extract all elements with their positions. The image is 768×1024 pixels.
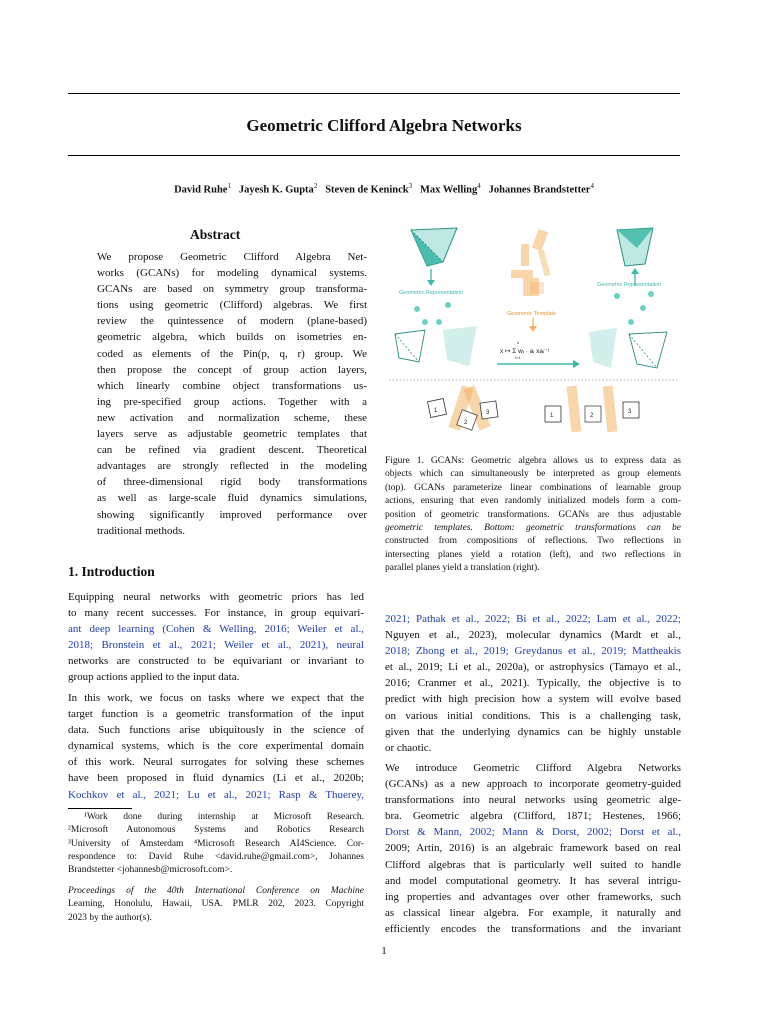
formula-sum-top: n [517,340,520,345]
text-line: to many recent successes. For instance, in group equivari- [68,607,364,620]
author-name: Max Welling [419,184,478,196]
caption-line: position of geometric transformations. GCANs are thus adjustable [385,509,681,520]
arrowhead-icon [529,326,537,332]
caption-line: Figure 1. GCANs: Geometric algebra allows us to express data as [385,456,681,466]
caption-line: geometric templates. Bottom: geometric transformations can be [385,523,681,534]
author-affiliation: 4 [477,182,481,190]
proceedings-line: Proceedings of the 40th International Conference on Machine [68,886,364,896]
text-line: efficiently encodes the transformations and the invariant [385,922,681,935]
right-paragraph-1 [385,611,681,756]
figure-1-graphic [385,222,681,444]
author-affiliation: 1 [227,182,231,190]
plane-mid-left [443,326,477,366]
text-line: Kochkov et al., 2021; Lu et al., 2021; Rasp & Thuerey, [68,788,364,801]
orange-template [511,229,551,296]
text-line: group actions applied to the input data. [68,671,240,684]
tetrahedron-mid-right [629,332,667,368]
abstract-line: as well as large-scale fluid dynamics simulations, [97,492,367,505]
text-line: predict with high precision how a system will evolve based [385,693,681,706]
text-line: In this work, we focus on tasks where we expect that the [68,692,364,704]
text-line: and model computational geometry. It has several intrigu- [385,874,681,887]
text-line: networks are constructed to be equivariant or invariant to [68,655,364,668]
text-line: transformations into neural networks using geometric alge- [385,794,681,807]
caption-line: actions, ensuring that even randomly initialized models form a com- [385,496,681,507]
dot [414,306,420,312]
abstract-line: of three-dimensional rigid body transformations [97,476,367,489]
tetrahedron-mid-left [395,330,425,362]
text-line: We introduce Geometric Clifford Algebra Networks [385,762,681,774]
text-line: or chaotic. [385,741,432,754]
reflection-translation [545,386,639,433]
abstract-line: ing pre-specified group actions. Together with a [97,395,367,408]
box-label: 3 [486,410,490,416]
dot [422,319,428,325]
author-name: David Ruhe [174,184,228,196]
footnote [68,811,364,877]
text-line: Nguyen et al., 2023), molecular dynamics (Mardt et al., [385,629,681,642]
caption-line: constructed from compositions of reflections. Two reflections in [385,536,681,547]
abstract-line: can be refined via gradient descent. Theoretical [97,444,367,457]
text-line: given that the underlying dynamics can be highly unstable [385,725,681,738]
author-list [0,182,768,196]
arrowhead-icon [573,360,580,368]
proceedings-note [68,885,364,925]
title-rule [68,155,680,156]
text-line: 2016; Cranmer et al., 2021). Typically, the objective is to [385,677,681,690]
text-line: dynamical systems, which is the core experimental domain [68,740,364,753]
proceedings-line: 2023 by the author(s). [68,912,152,923]
box-label: 2 [464,420,468,426]
text-line: Clifford algebras that is particularly well suited to handle [385,858,681,871]
abstract-body [97,249,367,539]
caption-line: parallel planes yield a translation (right). [385,563,540,574]
dot [648,291,654,297]
footnote-line: ³University of Amsterdam ⁴Microsoft Research AI4Science. Cor- [68,838,364,849]
formula-sum-bottom: i=1 [515,355,521,360]
text-line: 2021; Pathak et al., 2022; Bi et al., 2022; Lam et al., 2022; [385,613,681,625]
text-line: target function is a geometric transformation of the input [68,708,364,721]
dot [614,293,620,299]
footnote-line: ²Microsoft Autonomous Systems and Robotics Research [68,825,364,836]
author-name: Steven de Keninck [325,184,409,196]
text-line: of this work. Neural surrogates for solving these schemes [68,756,364,769]
abstract-heading: Abstract [190,227,241,242]
text-line: data. Such functions arise ubiquitously in the science of [68,724,364,737]
author-name: Johannes Brandstetter [488,184,591,196]
caption-line: intersecting planes yield a rotation (left), and two reflections in [385,549,681,560]
dot [436,319,442,325]
author-name: Jayesh K. Gupta [238,184,314,196]
footnote-line: respondence to: David Ruhe <david.ruhe@gmail.com>, Johannes [68,851,364,862]
plane-mid-right [589,328,617,368]
text-line: bra. Geometric algebra (Clifford, 1871; Hestenes, 1966; [385,810,681,823]
geom-rep-right-label: Geometric Representation [597,282,662,288]
footnote-line: ¹Work done during internship at Microsoft Research. [84,812,364,822]
author-affiliation: 4 [590,182,594,190]
dot [628,319,634,325]
abstract-line: tions using geometric (Clifford) algebras. We first [97,299,367,312]
abstract-line: showing significantly improved performance over [97,508,367,521]
page-number: 1 [381,945,387,957]
author-affiliation: 2 [313,182,318,190]
abstract-line: coded as elements of the Pin(p, q, r) group. We [97,347,367,360]
proceedings-line: Learning, Honolulu, Hawaii, USA. PMLR 202, 2023. Copyright [68,899,364,910]
dot [445,302,451,308]
geom-rep-left-label: Geometric Representation [399,290,464,296]
figure-caption [385,455,681,576]
text-line: ant deep learning (Cohen & Welling, 2016; Weiler et al., [68,623,364,636]
caption-line: objects which can simultaneously be interpreted as group elements [385,469,681,480]
arrowhead-icon [631,268,639,274]
abstract-line: advantages are strongly reflected in the modeling [97,460,367,473]
abstract-line: geometric algebra, which builds on isometries en- [97,331,367,344]
box-label: 3 [628,409,632,415]
arrowhead-icon [427,280,435,286]
box-label: 2 [590,413,594,419]
geom-template-label: Geometric Template [507,311,557,317]
text-line: 2009; Artin, 2016) is an algebraic framework based on real [385,842,681,855]
text-line: 2018; Zhong et al., 2019; Greydanus et al., 2019; Mattheakis [385,645,681,658]
tetrahedron-top-right [617,228,653,266]
tetrahedron-top-left [411,228,457,266]
section-heading: 1. Introduction [68,564,155,579]
text-line: Dorst & Mann, 2002; Mann & Dorst, 2002; Dorst et al., [385,826,681,839]
reflection-rotation [428,385,499,431]
intro-paragraph-2 [68,690,364,803]
text-line: et al., 2019; Li et al., 2020a), or astrophysics (Tamayo et al., [385,661,681,674]
abstract-line: review the quintessence of modern (plane-based) [97,315,367,328]
box-label: 1 [434,408,438,414]
text-line: on various initial conditions. This is a challenging task, [385,709,681,722]
right-paragraph-2 [385,760,681,937]
text-line: (GCANs) as a new approach to incorporate geometry-guided [385,778,681,791]
abstract-line: layers serve as adjustable geometric templates that [97,428,367,441]
abstract-line: GCANs are based on symmetry group transforma- [97,283,367,296]
formula: x ↦ Σ wᵢ · aᵢ xaᵢ⁻¹ [500,348,550,355]
abstract-line: traditional methods. [97,524,185,537]
abstract-line: We propose Geometric Clifford Algebra Net- [97,251,367,263]
abstract-line: which linearly combine object transformations us- [97,379,367,392]
caption-line: (top). GCANs parameterize linear combinations of learnable group [385,482,681,493]
abstract-line: works (GCANs) for modeling dynamical systems. [97,267,367,280]
footnote-rule [68,808,132,809]
text-line: Equipping neural networks with geometric priors has led [68,591,364,603]
text-line: have been proposed in fluid dynamics (Li et al., 2020b; [68,772,364,785]
paper-title: Geometric Clifford Algebra Networks [246,116,522,135]
text-line: ing properties and advantages over other frameworks, such [385,890,681,903]
dot [640,305,646,311]
top-rule [68,93,680,94]
intro-paragraph-1 [68,589,364,686]
text-line: 2018; Bronstein et al., 2021; Weiler et al., 2021), neural [68,639,364,652]
box-label: 1 [550,413,554,419]
abstract-line: new activation and normalization scheme, these [97,411,367,424]
figure-1 [385,222,681,444]
footnote-line: Brandstetter <johannesb@microsoft.com>. [68,865,233,876]
abstract-line: then propose the concept of group action layers, [97,363,367,376]
text-line: as classical linear algebra. For example, it naturally and [385,906,681,919]
author-affiliation: 3 [408,182,413,190]
